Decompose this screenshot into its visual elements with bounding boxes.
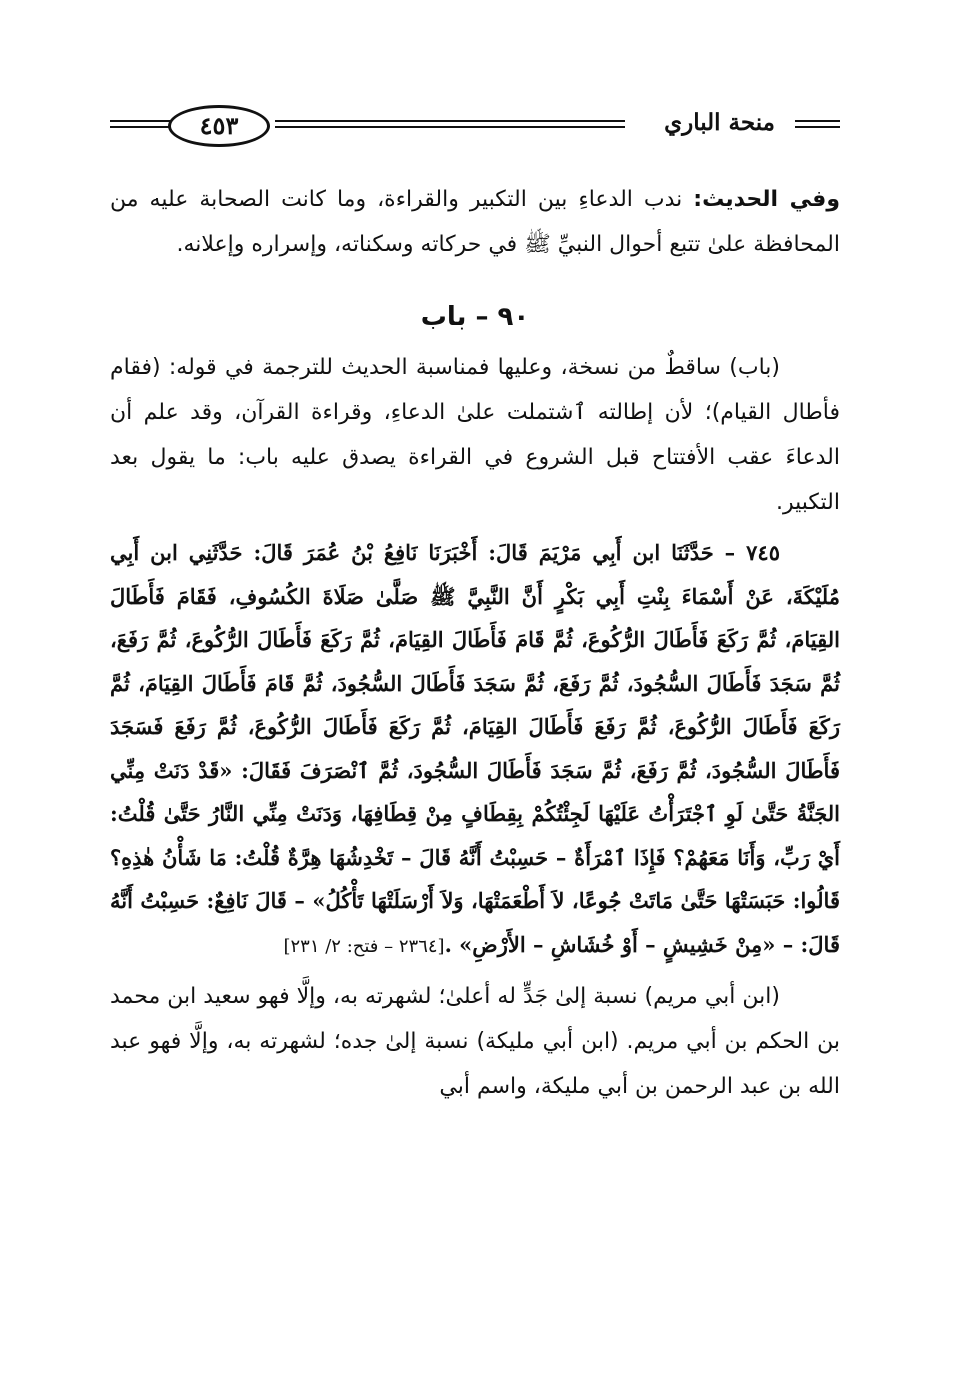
page-number: ٤٥٣ <box>168 105 270 147</box>
narrator-commentary: (ابن أبي مريم) نسبة إلىٰ جَدٍّ له أعلىٰ؛ لشهرته به، وإلَّا فهو سعيد ابن محمد بن الحكم بن أبي مريم. (ابن أبي مليكة) نسبة إلىٰ جده؛ لشهرته به، وإلَّا فهو عبد الله بن عبد الرحمن بن أبي مليكة، واسم أبي <box>110 984 840 1099</box>
chapter-heading: ٩٠ – باب <box>420 302 530 332</box>
page-header <box>110 95 840 155</box>
book-title: منحة الباري <box>664 109 775 136</box>
hadith-benefit-paragraph <box>110 177 840 267</box>
book-page <box>110 95 840 1355</box>
header-rule-left <box>110 120 170 128</box>
hadith-body: ٧٤٥ – حَدَّثَنَا ابن أَبِي مَرْيَمَ قَالَ: أَخْبَرَنَا نَافِعُ بْنُ عُمَرَ قَالَ: حَدَّثَنِي ابن أَبِي مُلَيْكَةَ، عَنْ أَسْمَاءَ بِنْتِ أَبِي بَكْرٍ أَنَّ النَّبِيَّ ﷺ صَلَّىٰ صَلَاةَ الكُسُوفِ، فَقَامَ فَأَطَالَ القِيَامَ، ثُمَّ رَكَعَ فَأَطَالَ الرُّكُوعَ، ثُمَّ قَامَ فَأَطَالَ القِيَامَ، ثُمَّ رَكَعَ فَأَطَالَ الرُّكُوعَ، ثُمَّ رَفَعَ، ثُمَّ سَجَدَ فَأَطَالَ السُّجُودَ، ثُمَّ رَفَعَ، ثُمَّ سَجَدَ فَأَطَالَ السُّجُودَ، ثُمَّ قَامَ فَأَطَالَ القِيَامَ، ثُمَّ رَكَعَ فَأَطَالَ الرُّكُوعَ، ثُمَّ رَفَعَ فَأَطَالَ القِيَامَ، ثُمَّ رَكَعَ فَأَطَالَ الرُّكُوعَ، ثُمَّ رَفَعَ فَسَجَدَ فَأَطَالَ السُّجُودَ، ثُمَّ رَفَعَ، ثُمَّ سَجَدَ فَأَطَالَ السُّجُودَ، ثُمَّ ٱنْصَرَفَ فَقَالَ: «قَدْ دَنَتْ مِنِّي الجَنَّةُ حَتَّىٰ لَوِ ٱجْتَرَأْتُ عَلَيْهَا لَجِئْتُكُمْ بِقِطَافٍ مِنْ قِطَافِهَا، وَدَنَتْ مِنِّي النَّارُ حَتَّىٰ قُلْتُ: أَيْ رَبِّ، وَأَنَا مَعَهُمْ؟ فَإِذَا ٱمْرَأَةٌ – حَسِبْتُ أَنَّهُ قَالَ – تَخْدِشُهَا هِرَّةٌ قُلْتُ: مَا شَأْنُ هٰذِهِ؟ قَالُوا: حَبَسَتْهَا حَتَّىٰ مَاتَتْ جُوعًا، لاَ أَطْعَمَتْهَا، وَلاَ أَرْسَلَتْهَا تَأْكُلُ» – قَالَ نَافِعٌ: حَسِبْتُ أَنَّهُ قَالَ: – «مِنْ خَشِيشٍ – أَوْ خُشَاشِ – الأَرْضِ» . <box>110 540 840 957</box>
header-rule-middle <box>275 120 625 128</box>
chapter-commentary: (باب) ساقطٌ من نسخة، وعليها فمناسبة الحديث للترجمة في قوله: (فقام فأطال القيام)؛ لأن إطالته ٱشتملت علىٰ الدعاءِ، وقراءة القرآن، وقد علم أن الدعاءَ عقب الأفتتاح قبل الشروع في القراءة يصدق عليه باب: ما يقول بعد التكبير. <box>110 355 840 515</box>
paragraph-text: ندب الدعاءِ بين التكبير والقراءة، وما كانت الصحابة عليه من المحافظة علىٰ تتبع أحوال النبيِّ ﷺ في حركاته وسكناته، وإسراره وإعلانه. <box>110 187 840 257</box>
hadith-reference: [٢٣٦٤ – فتح: ٢/ ٢٣١] <box>283 935 445 957</box>
paragraph-lead: وفي الحديث: <box>693 187 840 212</box>
header-rule-right <box>795 120 840 128</box>
hadith-text <box>110 531 840 968</box>
